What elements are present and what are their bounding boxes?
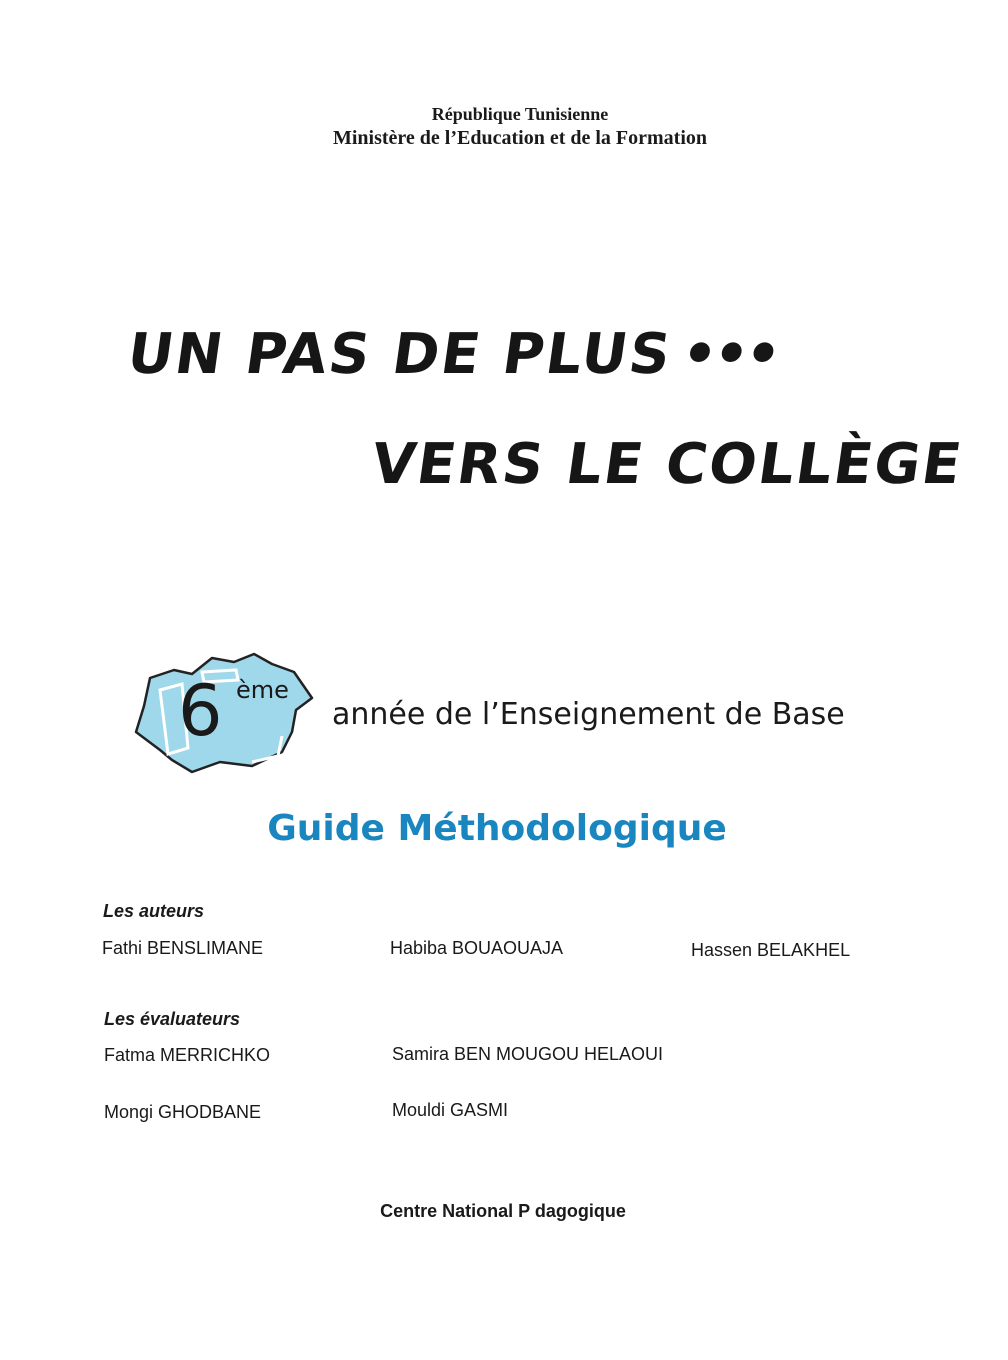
level-suffix: ème xyxy=(236,676,289,704)
level-badge-shape xyxy=(132,650,317,780)
author-name: Habiba BOUAOUAJA xyxy=(390,938,564,958)
header-republic: République Tunisienne xyxy=(431,104,609,124)
guide-title: Guide Méthodologique xyxy=(267,808,727,849)
evaluators-label: Les évaluateurs xyxy=(104,1009,241,1029)
author-name: Hassen BELAKHEL xyxy=(691,940,851,960)
title-line-1 xyxy=(123,322,781,387)
evaluator-name: Samira BEN MOUGOU HELAOUI xyxy=(392,1044,664,1064)
publisher-footer: Centre National P dagogique xyxy=(380,1201,626,1221)
title-dots: ••• xyxy=(677,322,782,387)
title-line-2: VERS LE COLLÈGE xyxy=(367,432,968,497)
authors-label: Les auteurs xyxy=(103,901,205,921)
title-line-1-text: UN PAS DE PLUS xyxy=(123,322,677,387)
evaluator-name: Mongi GHODBANE xyxy=(104,1102,262,1122)
author-name: Fathi BENSLIMANE xyxy=(102,938,264,958)
evaluator-name: Mouldi GASMI xyxy=(392,1100,509,1120)
level-text: année de l’Enseignement de Base xyxy=(332,697,845,732)
level-number: 6 xyxy=(178,670,223,752)
evaluator-name: Fatma MERRICHKO xyxy=(104,1045,271,1065)
header-ministry: Ministère de l’Education et de la Formation xyxy=(332,127,708,149)
